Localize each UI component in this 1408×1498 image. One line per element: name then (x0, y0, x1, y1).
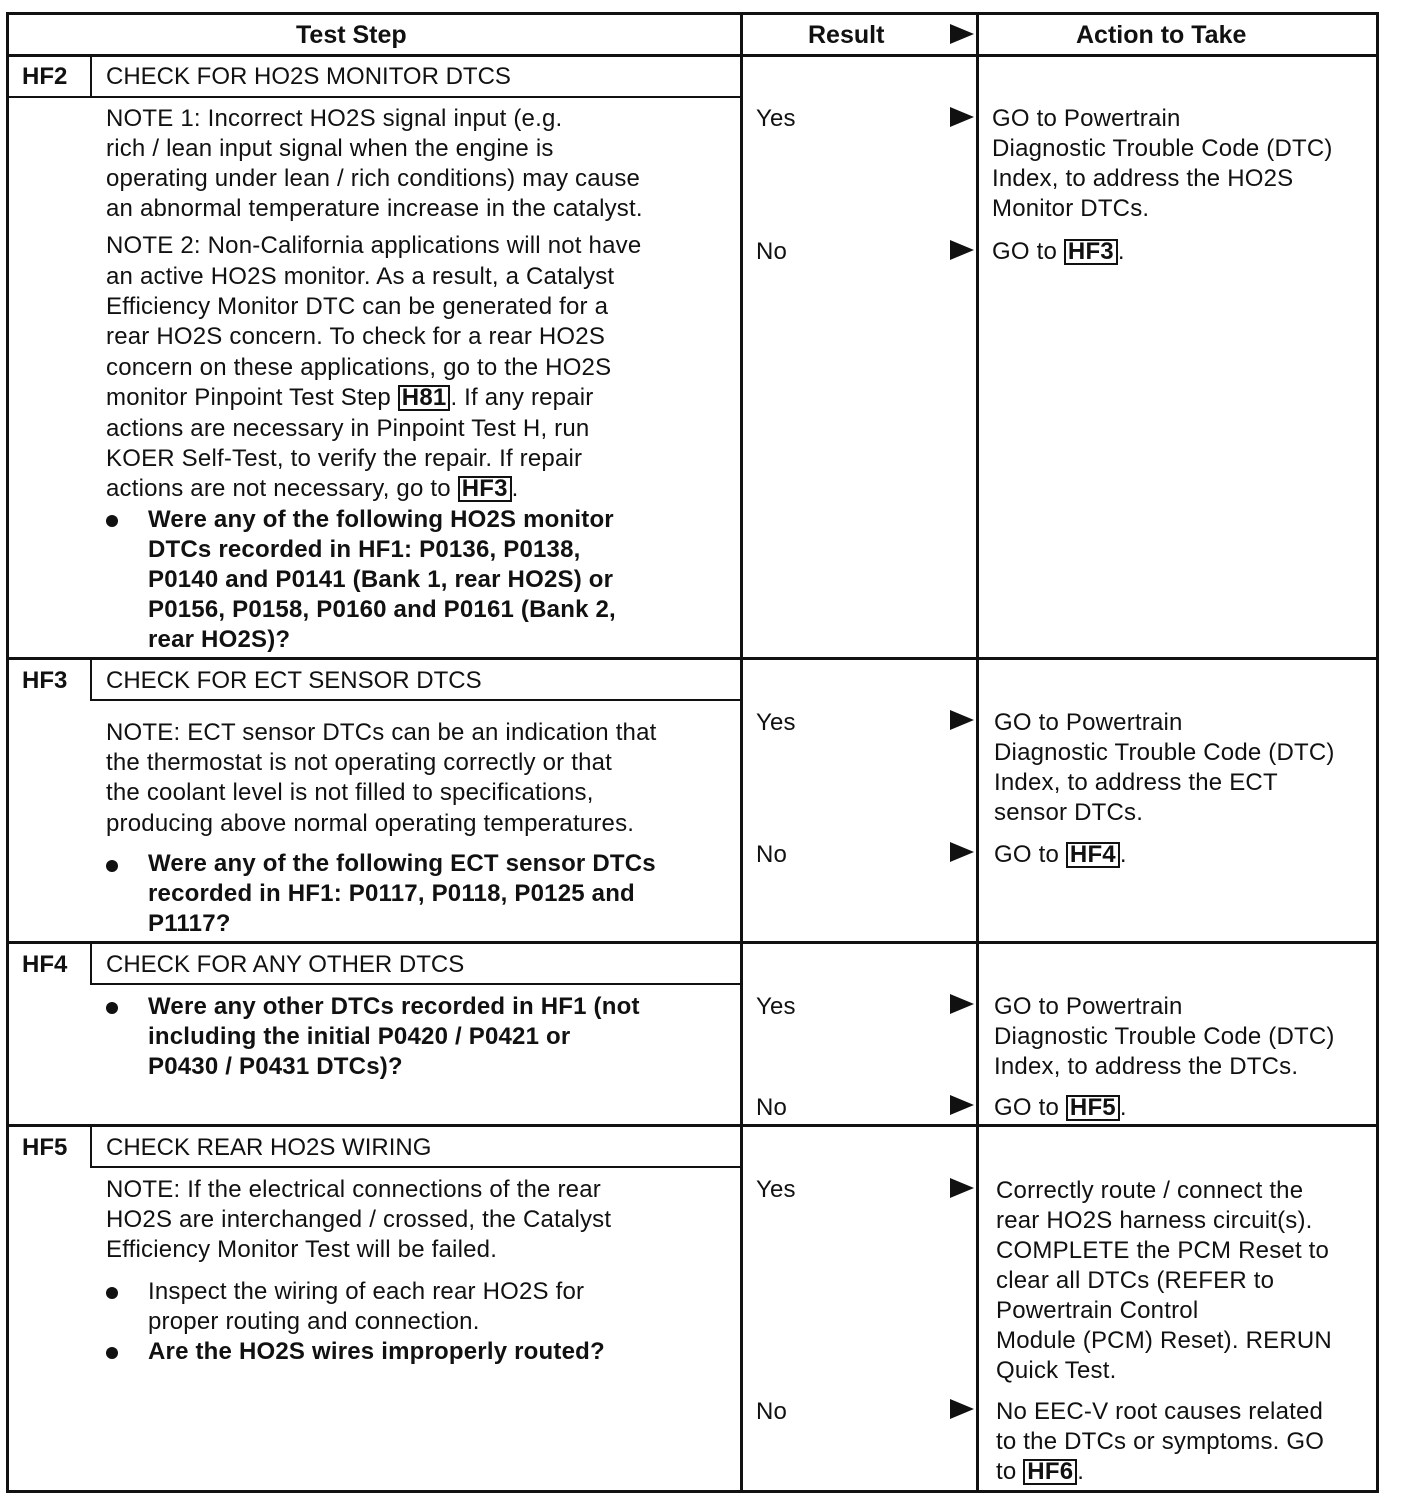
row-divider-hf5 (6, 1124, 1378, 1127)
bullet-icon (106, 1347, 118, 1359)
arrow-icon (950, 240, 974, 260)
ref-link-hf4[interactable]: HF4 (1066, 842, 1120, 868)
step-title-hf3: CHECK FOR ECT SENSOR DTCS (106, 667, 482, 694)
hf2-yes-action-line: Diagnostic Trouble Code (DTC) (992, 135, 1333, 162)
hf4-no-action-text: GO to (994, 1094, 1060, 1121)
hf5-yes-action-line: COMPLETE the PCM Reset to (996, 1237, 1330, 1264)
step-id-hf5: HF5 (22, 1134, 68, 1161)
arrow-icon (950, 107, 974, 127)
step-id-hf3: HF3 (22, 667, 68, 694)
title-underline-hf5 (90, 1166, 742, 1168)
arrow-icon (950, 1095, 974, 1115)
hf2-note2-line (106, 474, 519, 504)
hf5-note-line: HO2S are interchanged / crossed, the Catalyst (106, 1206, 612, 1233)
hf5-yes-action-line: Module (PCM) Reset). RERUN (996, 1327, 1332, 1354)
step-title-hf5: CHECK REAR HO2S WIRING (106, 1134, 432, 1161)
hf2-question-line: Were any of the following HO2S monitor (148, 506, 614, 533)
table-top-border (6, 12, 1378, 15)
step-title-hf2: CHECK FOR HO2S MONITOR DTCS (106, 63, 511, 90)
hf3-yes-action-line: Index, to address the ECT (994, 769, 1278, 796)
ref-link-hf5[interactable]: HF5 (1066, 1095, 1120, 1121)
hf5-result-yes: Yes (756, 1176, 796, 1203)
hf2-yes-action-line: GO to Powertrain (992, 105, 1181, 132)
hf5-question-line: Are the HO2S wires improperly routed? (148, 1338, 605, 1365)
hf3-no-action-text: GO to (994, 841, 1060, 868)
hf3-yes-action-line: Diagnostic Trouble Code (DTC) (994, 739, 1335, 766)
hf2-note1-line: operating under lean / rich conditions) may cause (106, 165, 641, 192)
hf5-note-line: Efficiency Monitor Test will be failed. (106, 1236, 498, 1263)
hf2-question-line: DTCs recorded in HF1: P0136, P0138, (148, 536, 581, 563)
bullet-icon (106, 1287, 118, 1299)
hf5-no-action-line (996, 1457, 1084, 1487)
hf4-yes-action-line: GO to Powertrain (994, 993, 1183, 1020)
bullet-icon (106, 1002, 118, 1014)
header-test-step: Test Step (296, 21, 407, 49)
table-left-border (6, 12, 9, 1492)
hf4-question-line: Were any other DTCs recorded in HF1 (not (148, 993, 640, 1020)
hf2-note2-line: KOER Self-Test, to verify the repair. If repair (106, 445, 583, 472)
hf5-no-action-text: . (1077, 1458, 1085, 1485)
table-bottom-border (6, 1490, 1379, 1493)
bullet-icon (106, 860, 118, 872)
hf3-note-line: the thermostat is not operating correctly or that (106, 749, 613, 776)
hf2-note2-line (106, 383, 594, 413)
hf2-note2-text: . (511, 475, 519, 502)
hf2-note1-line: NOTE 1: Incorrect HO2S signal input (e.g. (106, 105, 563, 132)
hf3-note-line: producing above normal operating temperatures. (106, 810, 635, 837)
row-divider-hf4 (6, 941, 1378, 944)
hf5-no-action-line: No EEC-V root causes related (996, 1398, 1324, 1425)
hf5-note-line: NOTE: If the electrical connections of the rear (106, 1176, 601, 1203)
hf2-note2-text: monitor Pinpoint Test Step (106, 384, 391, 411)
hf4-result-yes: Yes (756, 993, 796, 1020)
hf2-note2-text: . If any repair (450, 384, 594, 411)
ref-link-hf3[interactable]: HF3 (458, 476, 512, 502)
hf2-result-no: No (756, 238, 788, 265)
hf2-yes-action-line: Monitor DTCs. (992, 195, 1150, 222)
header-result: Result (808, 21, 885, 49)
hf2-note2-line: rear HO2S concern. To check for a rear HO2S (106, 323, 606, 350)
title-underline-hf2 (6, 96, 742, 98)
hf3-no-action-text: . (1119, 841, 1127, 868)
hf3-yes-action-line: GO to Powertrain (994, 709, 1183, 736)
header-divider (6, 54, 1378, 57)
ref-link-h81[interactable]: H81 (398, 385, 451, 411)
bullet-icon (106, 515, 118, 527)
arrow-icon (950, 710, 974, 730)
hf5-yes-action-line: Correctly route / connect the (996, 1177, 1304, 1204)
step-title-hf4: CHECK FOR ANY OTHER DTCS (106, 951, 465, 978)
hf2-question-line: P0140 and P0141 (Bank 1, rear HO2S) or (148, 566, 614, 593)
arrow-icon (950, 994, 974, 1014)
hf4-question-line: P0430 / P0431 DTCs)? (148, 1053, 403, 1080)
hf5-no-action-line: to the DTCs or symptoms. GO (996, 1428, 1325, 1455)
title-underline-hf4 (90, 983, 742, 985)
hf3-note-line: the coolant level is not filled to specifications, (106, 779, 594, 806)
hf4-no-action (994, 1093, 1127, 1123)
hf2-note2-line: actions are necessary in Pinpoint Test H, run (106, 415, 590, 442)
hf2-note2-line: concern on these applications, go to the HO2S (106, 354, 612, 381)
hf3-question-line: P1117? (148, 910, 231, 937)
hf5-yes-action-line: Quick Test. (996, 1357, 1117, 1384)
hf2-question-line: rear HO2S)? (148, 626, 291, 653)
step-id-hf4: HF4 (22, 951, 68, 978)
hf4-yes-action-line: Diagnostic Trouble Code (DTC) (994, 1023, 1335, 1050)
hf2-note2-line: NOTE 2: Non-California applications will not have (106, 232, 642, 259)
hf5-yes-action-line: rear HO2S harness circuit(s). (996, 1207, 1313, 1234)
ref-link-hf6[interactable]: HF6 (1023, 1459, 1077, 1485)
hf3-note-line: NOTE: ECT sensor DTCs can be an indication that (106, 719, 657, 746)
column-divider-action (976, 12, 979, 1492)
id-divider-hf3 (90, 659, 92, 701)
arrow-icon (950, 1399, 974, 1419)
hf5-bullet1-line: proper routing and connection. (148, 1308, 480, 1335)
hf2-no-action-text: . (1117, 238, 1125, 265)
hf4-yes-action-line: Index, to address the DTCs. (994, 1053, 1299, 1080)
hf3-result-no: No (756, 841, 788, 868)
hf5-yes-action-line: clear all DTCs (REFER to (996, 1267, 1275, 1294)
title-underline-hf3 (90, 699, 742, 701)
id-divider-hf4 (90, 943, 92, 985)
hf3-no-action (994, 840, 1127, 870)
hf2-no-action (992, 237, 1125, 267)
hf3-result-yes: Yes (756, 709, 796, 736)
hf4-result-no: No (756, 1094, 788, 1121)
hf2-question-line: P0156, P0158, P0160 and P0161 (Bank 2, (148, 596, 616, 623)
hf5-bullet1-line: Inspect the wiring of each rear HO2S for (148, 1278, 585, 1305)
hf2-result-yes: Yes (756, 105, 796, 132)
table-right-border (1376, 12, 1379, 1492)
hf3-question-line: Were any of the following ECT sensor DTCs (148, 850, 656, 877)
hf2-note2-line: Efficiency Monitor DTC can be generated for a (106, 293, 609, 320)
hf2-note2-text: actions are not necessary, go to (106, 475, 451, 502)
row-divider-hf3 (6, 657, 1378, 660)
hf2-note1-line: rich / lean input signal when the engine is (106, 135, 554, 162)
hf2-no-action-text: GO to (992, 238, 1058, 265)
hf2-note1-line: an abnormal temperature increase in the catalyst. (106, 195, 643, 222)
ref-link-hf3[interactable]: HF3 (1064, 239, 1118, 265)
hf5-yes-action-line: Powertrain Control (996, 1297, 1199, 1324)
hf3-question-line: recorded in HF1: P0117, P0118, P0125 and (148, 880, 635, 907)
hf2-yes-action-line: Index, to address the HO2S (992, 165, 1294, 192)
id-divider-hf2 (90, 56, 92, 98)
hf5-result-no: No (756, 1398, 788, 1425)
header-action: Action to Take (1076, 21, 1247, 49)
header-arrow-icon (950, 24, 974, 44)
column-divider-result (740, 12, 743, 1492)
arrow-icon (950, 1178, 974, 1198)
step-id-hf2: HF2 (22, 63, 68, 90)
hf4-question-line: including the initial P0420 / P0421 or (148, 1023, 571, 1050)
hf2-note2-line: an active HO2S monitor. As a result, a Catalyst (106, 263, 615, 290)
arrow-icon (950, 842, 974, 862)
hf5-no-action-text: to (996, 1458, 1017, 1485)
id-divider-hf5 (90, 1126, 92, 1168)
hf3-yes-action-line: sensor DTCs. (994, 799, 1144, 826)
hf4-no-action-text: . (1119, 1094, 1127, 1121)
